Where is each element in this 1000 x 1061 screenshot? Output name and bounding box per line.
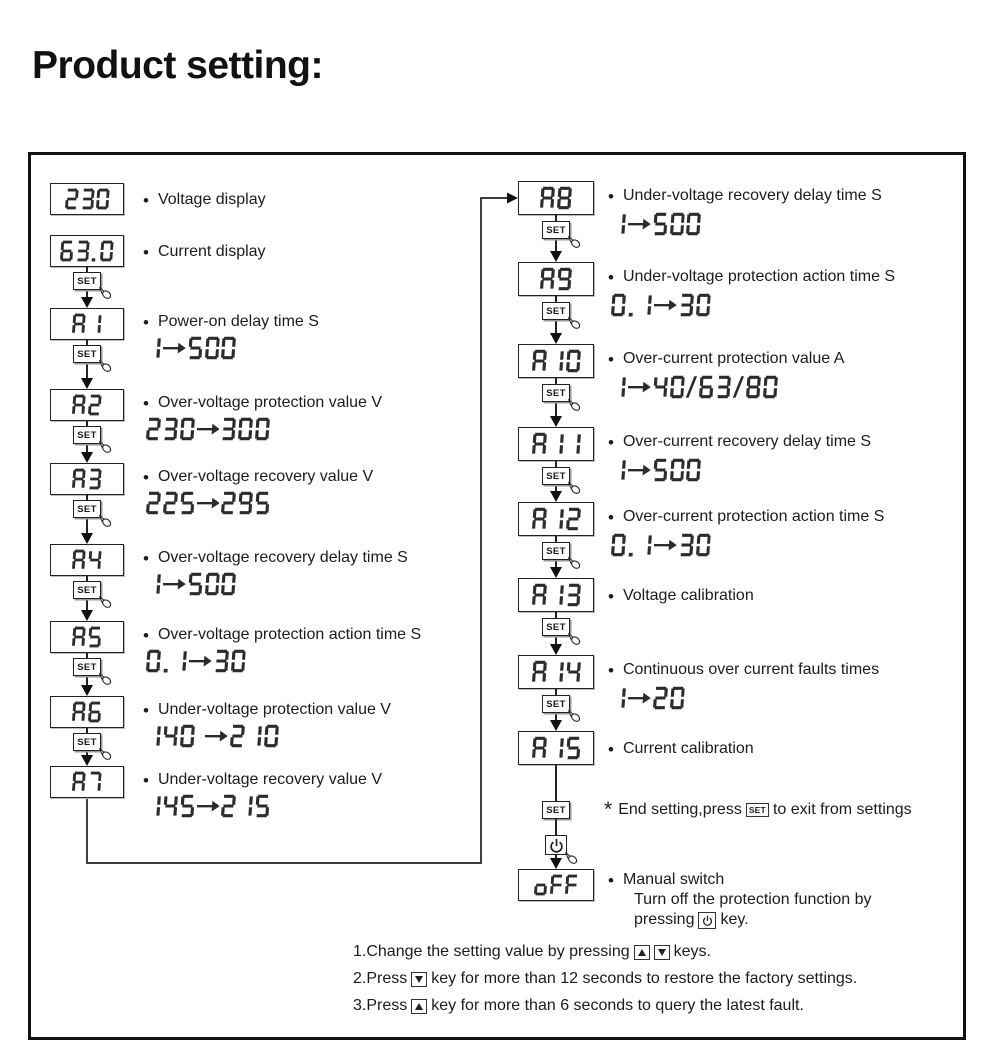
step-range — [146, 491, 270, 520]
hand-cursor-icon — [98, 440, 113, 454]
step-label: Over-current protection action time S — [622, 508, 885, 525]
set-key-button[interactable] — [542, 302, 570, 320]
step-description — [143, 191, 266, 210]
label-text: key. — [720, 911, 749, 928]
power-icon — [702, 915, 713, 926]
step-label: Under-voltage protection action time S — [622, 268, 896, 285]
display-A15 — [518, 731, 594, 765]
set-key-label: SET — [546, 224, 566, 236]
set-key-label: SET — [546, 545, 566, 557]
step-label: Over-voltage protection value V — [157, 394, 383, 411]
display-A9 — [518, 262, 594, 296]
set-key-label: SET — [546, 470, 566, 482]
display-oFF — [518, 869, 594, 901]
step-description — [608, 871, 724, 890]
step-label: Current calibration — [622, 740, 754, 757]
bullet-icon: • — [143, 394, 149, 413]
display-230 — [50, 183, 124, 215]
bullet-icon: • — [143, 313, 149, 332]
set-key-inline[interactable]: SET — [746, 803, 769, 817]
step-label: Voltage display — [157, 191, 266, 208]
display-A12 — [518, 502, 594, 536]
set-key-button[interactable] — [542, 384, 570, 402]
bullet-icon: • — [143, 191, 149, 210]
step-range — [146, 572, 236, 601]
note-3 — [353, 997, 808, 1015]
flow-arrow — [550, 333, 562, 344]
up-key-inline[interactable] — [634, 945, 650, 960]
bullet-icon: • — [608, 871, 614, 890]
flow-arrow — [550, 251, 562, 262]
flow-arrow — [550, 720, 562, 731]
hand-cursor-icon — [98, 595, 113, 609]
label-text: key for more than 12 seconds to restore the factory settings. — [431, 970, 858, 987]
step-description — [143, 701, 391, 720]
display-A5 — [50, 621, 124, 653]
hand-cursor-icon — [98, 359, 113, 373]
hand-cursor-icon — [567, 316, 582, 330]
hand-cursor-icon — [567, 632, 582, 646]
flow-arrow — [550, 491, 562, 502]
label-text: 2.Press — [353, 970, 408, 987]
down-arrow-icon — [658, 949, 666, 956]
display-A13 — [518, 578, 594, 612]
bullet-icon: • — [143, 243, 149, 262]
set-key-button[interactable] — [542, 467, 570, 485]
down-arrow-icon — [415, 976, 423, 983]
label-text: Turn off the protection function by — [634, 891, 872, 908]
step-description — [608, 661, 879, 680]
step-description — [608, 187, 882, 206]
set-key-button[interactable] — [73, 733, 101, 751]
step-range — [611, 458, 701, 487]
up-key-inline[interactable] — [411, 999, 427, 1014]
set-key-label: SET — [77, 429, 97, 441]
down-key-inline[interactable] — [411, 972, 427, 987]
set-key-button[interactable] — [542, 542, 570, 560]
step-description — [608, 740, 754, 759]
display-63.0 — [50, 235, 124, 267]
step-label: Power-on delay time S — [157, 313, 319, 330]
set-key-button[interactable] — [542, 801, 570, 819]
hand-cursor-icon — [98, 286, 113, 300]
flow-arrow — [550, 567, 562, 578]
step-description — [143, 394, 382, 413]
product-setting-diagram — [28, 152, 966, 1040]
note-2 — [353, 970, 861, 988]
flow-arrow — [81, 755, 93, 766]
hand-cursor-icon — [567, 556, 582, 570]
step-label: Manual switch — [622, 871, 725, 888]
bullet-icon: • — [143, 626, 149, 645]
step-description — [608, 268, 895, 287]
set-key-label: SET — [77, 584, 97, 596]
step-range — [146, 794, 270, 823]
step-label: Over-voltage protection action time S — [157, 626, 422, 643]
step-label: Over-current recovery delay time S — [622, 433, 872, 450]
display-A14 — [518, 655, 594, 689]
hand-cursor-icon — [98, 514, 113, 528]
step-label: Under-voltage recovery value V — [157, 771, 383, 788]
flow-arrow — [81, 685, 93, 696]
hand-cursor-icon — [567, 398, 582, 412]
bullet-icon: • — [143, 701, 149, 720]
step-label: Continuous over current faults times — [622, 661, 880, 678]
set-key-button[interactable] — [73, 500, 101, 518]
power-key-button[interactable] — [545, 835, 567, 855]
step-description — [608, 508, 884, 527]
set-key-label: SET — [546, 698, 566, 710]
label-text: End setting,press — [618, 801, 742, 818]
step-range — [146, 724, 279, 753]
label-text: 1.Change the setting value by pressing — [353, 943, 630, 960]
flow-arrow — [81, 610, 93, 621]
bullet-icon: • — [143, 771, 149, 790]
step-range — [611, 533, 710, 562]
step-description — [608, 587, 754, 606]
flow-arrow — [550, 644, 562, 655]
set-key-label: SET — [546, 804, 566, 816]
step-description — [143, 313, 319, 332]
bullet-icon: • — [608, 350, 614, 369]
set-key-button[interactable] — [542, 221, 570, 239]
hand-cursor-icon — [567, 481, 582, 495]
display-A11 — [518, 427, 594, 461]
hand-cursor-icon — [567, 235, 582, 249]
set-key-button[interactable] — [542, 618, 570, 636]
off-description-line — [634, 891, 875, 909]
display-A8 — [518, 181, 594, 215]
step-label: Over-voltage recovery delay time S — [157, 549, 408, 566]
bullet-icon: • — [143, 468, 149, 487]
flow-line — [555, 819, 557, 835]
step-label: Current display — [157, 243, 266, 260]
bullet-icon: • — [608, 433, 614, 452]
set-key-label: SET — [546, 387, 566, 399]
display-A2 — [50, 389, 124, 421]
step-label: Under-voltage protection value V — [157, 701, 391, 718]
bullet-icon: • — [608, 187, 614, 206]
set-key-label: SET — [546, 305, 566, 317]
set-key-button[interactable] — [542, 695, 570, 713]
set-key-label: SET — [77, 275, 97, 287]
set-key-label: SET — [77, 503, 97, 515]
step-range — [146, 649, 245, 678]
set-key-button[interactable] — [73, 581, 101, 599]
note-1 — [353, 943, 715, 961]
set-key-label: SET — [77, 348, 97, 360]
page-title: Product setting: — [32, 44, 323, 87]
flow-arrow — [550, 858, 562, 869]
flow-line — [555, 765, 557, 801]
display-A7 — [50, 766, 124, 798]
step-description — [143, 468, 373, 487]
off-description-line — [634, 911, 753, 929]
display-A1 — [50, 308, 124, 340]
label-text: to exit from settings — [772, 801, 912, 818]
end-setting-note — [604, 798, 916, 821]
step-label: Under-voltage recovery delay time S — [622, 187, 882, 204]
step-description — [143, 549, 408, 568]
bullet-icon: • — [608, 587, 614, 606]
display-A10 — [518, 344, 594, 378]
hand-cursor-icon — [98, 672, 113, 686]
label-text: pressing — [634, 911, 695, 928]
step-range — [611, 212, 701, 241]
flow-arrow — [81, 452, 93, 463]
step-description — [608, 350, 844, 369]
bullet-icon: • — [608, 661, 614, 680]
hand-cursor-icon — [98, 747, 113, 761]
step-description — [608, 433, 871, 452]
asterisk: * — [604, 798, 613, 821]
bullet-icon: • — [143, 549, 149, 568]
hand-cursor-icon — [564, 851, 579, 865]
power-icon — [549, 838, 564, 853]
set-key-button[interactable] — [73, 426, 101, 444]
flow-arrow — [81, 378, 93, 389]
bullet-icon: • — [608, 740, 614, 759]
step-label: Voltage calibration — [622, 587, 754, 604]
bullet-icon: • — [608, 268, 614, 287]
flow-arrow — [81, 297, 93, 308]
display-A4 — [50, 544, 124, 576]
bullet-icon: • — [608, 508, 614, 527]
step-description — [143, 243, 266, 262]
set-key-label: SET — [77, 736, 97, 748]
up-arrow-icon — [638, 949, 646, 956]
label-text: 3.Press — [353, 997, 408, 1014]
set-key-button[interactable] — [73, 272, 101, 290]
up-arrow-icon — [415, 1003, 423, 1010]
step-description — [143, 626, 421, 645]
step-label: Over-voltage recovery value V — [157, 468, 374, 485]
diagram-content — [31, 155, 963, 1037]
display-A6 — [50, 696, 124, 728]
set-key-label: SET — [77, 661, 97, 673]
step-range — [611, 293, 710, 322]
set-key-label: SET — [546, 621, 566, 633]
step-range — [146, 417, 270, 446]
label-text: keys. — [673, 943, 711, 960]
step-label: Over-current protection value A — [622, 350, 845, 367]
power-key-inline[interactable] — [698, 912, 716, 929]
step-description — [143, 771, 382, 790]
set-key-button[interactable] — [73, 658, 101, 676]
set-key-button[interactable] — [73, 345, 101, 363]
hand-cursor-icon — [567, 709, 582, 723]
step-range — [146, 336, 236, 365]
display-A3 — [50, 463, 124, 495]
flow-arrow — [81, 533, 93, 544]
step-range — [611, 686, 684, 715]
flow-arrow — [550, 416, 562, 427]
label-text: key for more than 6 seconds to query the latest fault. — [431, 997, 804, 1014]
step-range — [611, 375, 778, 404]
down-key-inline[interactable] — [654, 945, 670, 960]
